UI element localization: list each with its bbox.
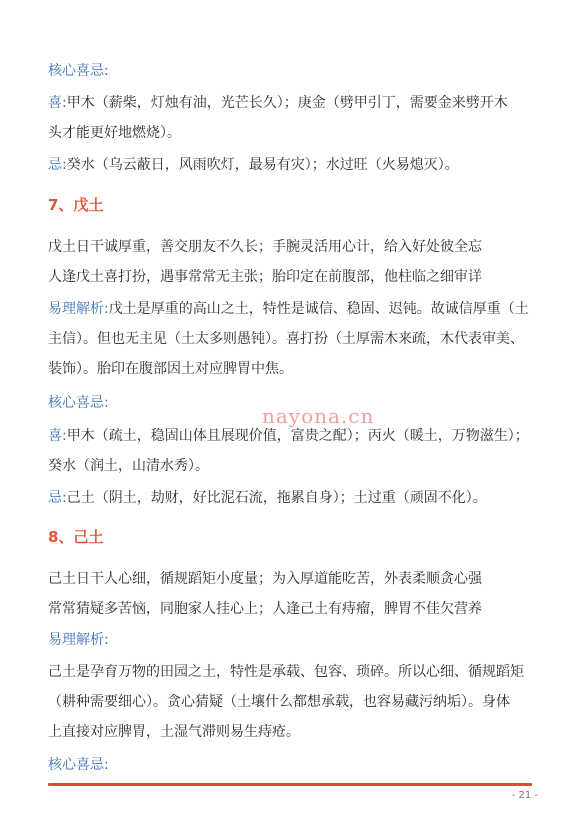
xi-line [48,94,554,112]
analysis-line: 主信）。但也无主见（土太多则愚钝）。喜打扮（土厚需木来疏，木代表审美、 [48,331,524,347]
xi-text: 甲木（薪柴，灯烛有油，光芒长久）；庚金（劈甲引丁，需要金来劈开木 [66,95,508,111]
analysis-label: 易理解析: [48,301,109,317]
ji-text: 癸水（乌云蔽日，风雨吹灯，最易有灾）；水过旺（火易熄灭）。 [66,157,459,173]
analysis-line [48,300,554,318]
xi-label: 喜: [48,95,67,111]
page-number: - 21 - [511,790,538,801]
analysis-line: 己土是孕育万物的田园之土，特性是承载、包容、琐碎。所以心细、循规蹈矩 [48,664,524,680]
section-heading-ji: 8、己土 [48,528,104,546]
xi-line-cont: 头才能更好地燃烧）。 [48,125,181,141]
analysis-label: 易理解析: [48,632,109,648]
poem-line: 戊土日干诚厚重，善交朋友不久长；手腕灵活用心计，给入好处彼全忘 [48,239,482,255]
poem-line: 常常猜疑多苦恼，同胞家人挂心上；人逢己土有痔瘤，脾胃不佳欠营养 [48,601,482,617]
ji-text: 己土（阴土，劫财，好比泥石流，拖累自身）；土过重（顽固不化）。 [66,490,487,506]
xi-line-cont: 癸水（润土，山清水秀）。 [48,458,209,474]
analysis-line: 装饰）。胎印在腹部因土对应脾胃中焦。 [48,361,293,377]
ji-line [48,156,554,174]
footer-rule [48,783,532,786]
ji-line [48,489,554,507]
analysis-line: 上直接对应脾胃，土湿气滞则易生痔疮。 [48,724,300,740]
core-label: 核心喜忌: [48,63,109,79]
analysis-text: 戊土是厚重的高山之土，特性是诚信、稳固、迟钝。故诚信厚重（土 [108,301,529,317]
analysis-line: （耕种需要细心）。贪心猜疑（土壤什么都想承载，也容易藏污纳垢）。身体 [48,694,510,710]
ji-label: 忌: [48,490,67,506]
poem-line: 人逢戊土喜打扮，遇事常常无主张；胎印定在前腹部，他柱临之细审详 [48,269,482,285]
core-label: 核心喜忌: [48,395,109,411]
xi-line [48,427,554,445]
xi-label: 喜: [48,428,67,444]
core-label: 核心喜忌: [48,757,109,773]
watermark: nayona.cn [262,404,375,428]
ji-label: 忌: [48,157,67,173]
poem-line: 己土日干人心细，循规蹈矩小度量；为入厚道能吃苦，外表柔顺贪心强 [48,571,482,587]
section-heading-wu: 7、戊土 [48,196,104,214]
xi-text: 甲木（疏土，稳固山体且展现价值，富贵之配）；丙火（暖土，万物滋生）； [66,428,529,444]
